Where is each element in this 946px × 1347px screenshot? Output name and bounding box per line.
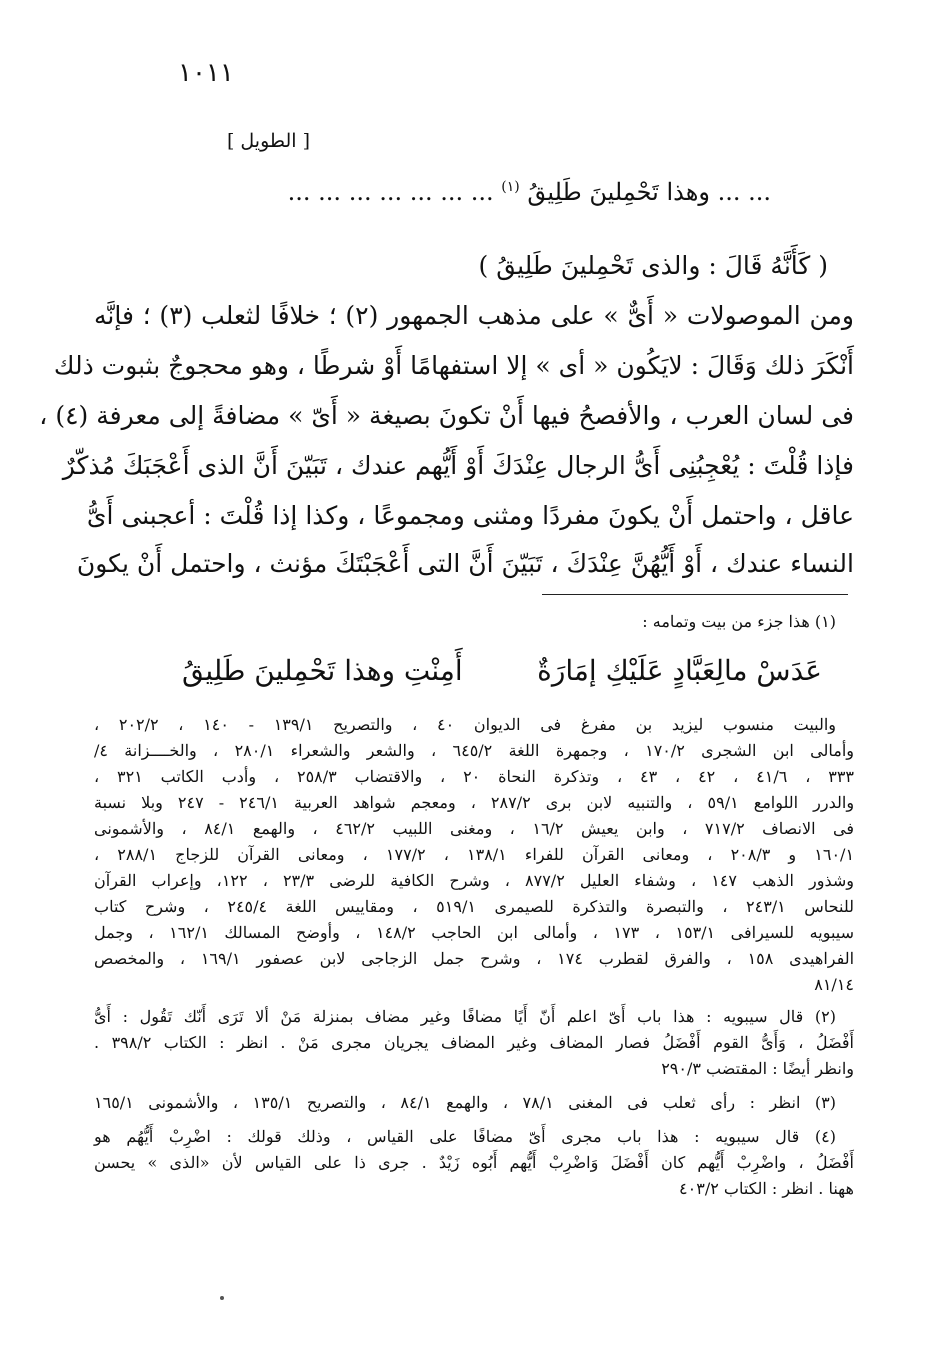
main-text-line: فإذا قُلْتَ : يُعْجِبُنِى أَىُّ الرجال عِنْدَكَ أَوْ أَيُّهم عندك ، تَبَيّنَ أَنَّ الذى أَعْجَبَكَ مُذكّرٌ (62, 451, 854, 480)
footnote-line: وأمالى ابن الشجرى ١٧٠/٢ ، وجمهرة اللغة ٦٤٥/٢ ، والشعر والشعراء ٢٨٠/١ ، والخــــزانة ٤/ (94, 741, 855, 760)
main-text-line: ومن الموصولات « أَىٌّ » على مذهب الجمهور (٢) ؛ خلافًا لثعلب (٣) ؛ فإنَّه (94, 301, 854, 330)
footnote-line: للنحاس ٢٤٣/١ ، والتبصرة والتذكرة للصيمرى ٥١٩/١ ، ومقاييس اللغة ٢٤٥/٤ ، وشرح كتاب (94, 897, 855, 916)
verse-fragment (40, 178, 771, 206)
footnote-line: ١٦٠/١ و ٢٠٨/٣ ، ومعانى القرآن للفراء ١٣٨/١ ، ١٧٧/٢ ، ومعانى القرآن للزجاج ٢٨٨/١ ، (94, 845, 855, 864)
verse-dots: ... ... ... ... ... ... ... (287, 178, 494, 206)
footnote-line: والبيت منسوب ليزيد بن مفرغ فى الديوان ٤٠ ، والتصريح ١٣٩/١ - ١٤٠ ، ٢٠٢/٢ ، (94, 715, 837, 734)
footnote-line: والدرر اللوامع ٥٩/١ ، والتنبيه لابن برى ٢٨٧/٢ ، ومعجم شواهد العربية ٢٤٦/١ - ٢٤٧ وبلا نسبة (94, 793, 855, 812)
poem-hemistich-2: أَمِنْتِ وهذا تَحْمِلينَ طَلِيقُ (182, 654, 463, 687)
footnote-line: سيبويه للسيرافى ١٥٣/١ ، ١٧٣ ، وأمالى ابن الحاجب ١٤٨/٢ ، وأوضح المسالك ١٦٢/١ ، وجمل (94, 923, 855, 942)
main-text-line: النساء عندك ، أَوْ أَيُّهُنَّ عِنْدَكَ ، تَبَيّنَ أَنَّ التى أَعْجَبْتَكَ مؤنث ، واحتمل أَنْ يكونَ (76, 549, 854, 578)
footnote-ref-1: (١) (501, 179, 520, 195)
main-text-line: ( كَأَنَّهُ قَالَ : والذى تَحْمِلينَ طَلِيقُ ) (478, 251, 828, 280)
poem-hemistich-1: عَدَسْ مالِعَبَّادٍ عَلَيْكِ إمَارَةٌ (537, 654, 822, 687)
footnote-2-line: وانظر أيضًا : المقتضب ٢٩٠/٣ (661, 1059, 854, 1078)
footnote-1-head: (١) هذا جزء من بيت وتمامه : (642, 612, 836, 631)
meter-label: [ الطويل ] (226, 130, 310, 152)
scan-speck (220, 1296, 224, 1300)
main-text-line: عاقل ، واحتمل أَنْ يكونَ مفردًا ومثنى ومجموعًا ، وكذا إذا قُلْتَ : أعجبنى أَىُّ (86, 501, 854, 530)
poem-verse (182, 654, 822, 687)
page-number: ١٠١١ (178, 58, 234, 88)
footnote-separator (542, 594, 848, 595)
footnote-line: ٨١/١٤ (814, 975, 854, 994)
footnote-2-line: أَفْضَلُ ، وَأَىُّ القوم أَفْضَلُ فصار المضاف وغير المضاف يجريان مجرى مَنْ . انظر : الكتاب ٣٩٨/٢ . (94, 1033, 855, 1052)
footnote-3-line: (٣) انظر : رأى ثعلب فى المغنى ٧٨/١ ، والهمع ٨٤/١ ، والتصريح ١٣٥/١ ، والأشمونى ١٦٥/١ (94, 1093, 837, 1112)
main-text-line: أَنْكَرَ ذلك وَقَالَ : لايَكُون « أى » إلا استفهامًا أَوْ شرطًا ، وهو محجوجٌ بثبوت ذلك (53, 351, 854, 380)
footnote-line: فى الانصاف ٧١٧/٢ ، وابن يعيش ١٦/٢ ، ومغنى اللبيب ٤٦٢/٢ ، والهمع ٨٤/١ ، والأشمونى (94, 819, 855, 838)
footnote-line: الفراهيدى ١٥٨ ، والفرق لقطرب ١٧٤ ، وشرح جمل الزجاجى لابن عصفور ١٦٩/١ ، والمخصص (94, 949, 855, 968)
footnote-line: ٣٣٣ ، ٤١/٦ ، ٤٢ ، ٤٣ ، وتذكرة النحاة ٢٠ ، والاقتضاب ٢٥٨/٣ ، وأدب الكاتب ٣٢١ ، (94, 767, 854, 786)
verse-text: ... ... وهذا تَحْمِلينَ طَلِيقُ (527, 178, 771, 206)
footnote-4-line: ههنا . انظر : الكتاب ٤٠٣/٢ (679, 1179, 854, 1198)
footnote-2-line: (٢) قال سيبويه : هذا باب أَىّ اعلم أَنّ أَيًا مضافًا وغير مضاف بمنزلة مَنْ ألا تَرَى أَنّك تَقُول : أَىُّ (94, 1007, 836, 1026)
main-text-line: فى لسان العرب ، والأفصحُ فيها أَنْ تكونَ بصيغة « أَىّ » مضافةً إلى معرفة (٤) ، (39, 401, 854, 430)
footnote-line: وشذور الذهب ١٤٧ ، وشفاء العليل ٨٧٧/٢ ، وشرح الكافية للرضى ٢٣/٣ ، ١٢٢، وإعراب القرآن (94, 871, 855, 890)
footnote-4-line: (٤) قال سيبويه : هذا باب مجرى أَىّ مضافًا على القياس ، وذلك قولك : اضْرِبْ أَيُّهُم هو (94, 1127, 836, 1146)
footnote-4-line: أَفْضَلُ ، واضْرِبْ أَيُّهم كان أَفْضَلَ وَاضْرِبْ أَيُّهم أَبُوه زَيْدٌ . جرى ذا على القياس لأن «الذى » يحسن (94, 1153, 854, 1172)
